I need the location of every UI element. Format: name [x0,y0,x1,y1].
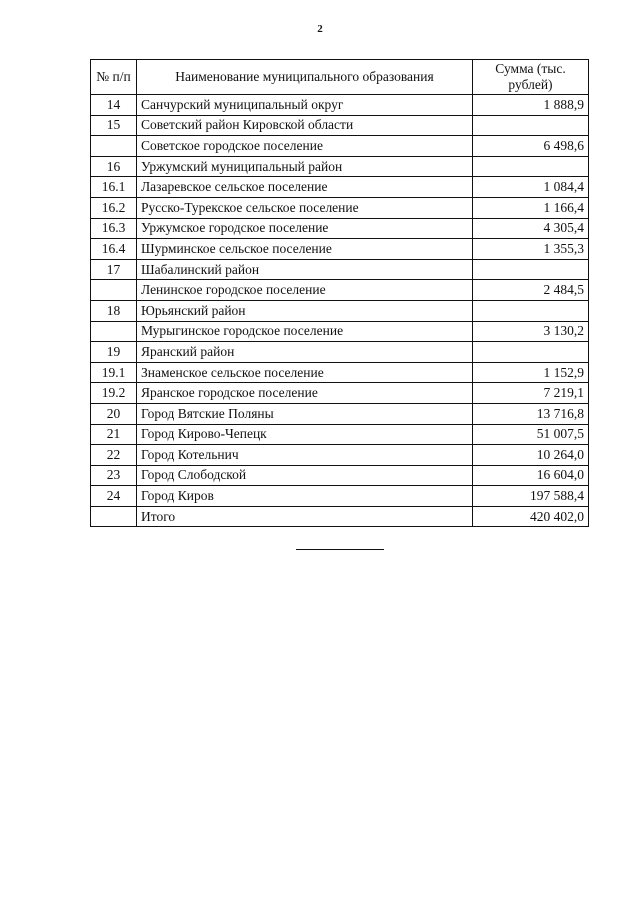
cell-sum: 51 007,5 [473,424,589,445]
cell-num: 24 [91,486,137,507]
cell-name: Мурыгинское городское поселение [137,321,473,342]
table-row [91,197,589,218]
cell-num: 17 [91,259,137,280]
cell-num: 15 [91,115,137,136]
page-number: 2 [317,23,323,35]
table-body [91,95,589,527]
table-row [91,136,589,157]
table-row [91,259,589,280]
cell-num: 20 [91,403,137,424]
cell-name: Город Кирово-Чепецк [137,424,473,445]
cell-name: Уржумский муниципальный район [137,156,473,177]
cell-sum [473,115,589,136]
cell-num [91,136,137,157]
cell-num [91,280,137,301]
cell-num: 14 [91,95,137,116]
cell-name: Город Вятские Поляны [137,403,473,424]
cell-num: 19 [91,342,137,363]
cell-sum: 1 166,4 [473,197,589,218]
cell-name: Ленинское городское поселение [137,280,473,301]
table-row [91,280,589,301]
table-row [91,156,589,177]
cell-sum: 13 716,8 [473,403,589,424]
cell-num: 16.2 [91,197,137,218]
cell-num: 19.2 [91,383,137,404]
cell-sum [473,300,589,321]
cell-sum [473,156,589,177]
table-row [91,342,589,363]
cell-num: 18 [91,300,137,321]
cell-name: Город Слободской [137,465,473,486]
cell-sum: 4 305,4 [473,218,589,239]
cell-name: Город Киров [137,486,473,507]
cell-name: Уржумское городское поселение [137,218,473,239]
cell-name: Юрьянский район [137,300,473,321]
table-row [91,362,589,383]
cell-sum: 6 498,6 [473,136,589,157]
table-row [91,445,589,466]
cell-sum: 3 130,2 [473,321,589,342]
cell-sum [473,259,589,280]
cell-name: Советский район Кировской области [137,115,473,136]
cell-num: 16 [91,156,137,177]
cell-sum: 420 402,0 [473,506,589,527]
cell-sum: 1 084,4 [473,177,589,198]
table-header-row [91,60,589,95]
header-name: Наименование муниципального образования [137,60,473,95]
cell-sum: 197 588,4 [473,486,589,507]
cell-num [91,506,137,527]
table-row [91,95,589,116]
table-row [91,321,589,342]
table-row [91,465,589,486]
cell-name: Шурминское сельское поселение [137,239,473,260]
table-row [91,383,589,404]
header-num: № п/п [91,60,137,95]
cell-num: 16.3 [91,218,137,239]
cell-num: 19.1 [91,362,137,383]
cell-sum [473,342,589,363]
table-row [91,177,589,198]
table-row [91,403,589,424]
cell-name: Советское городское поселение [137,136,473,157]
table-row [91,115,589,136]
cell-sum: 2 484,5 [473,280,589,301]
cell-sum: 1 152,9 [473,362,589,383]
table-row [91,300,589,321]
cell-num [91,321,137,342]
table-row [91,506,589,527]
cell-num: 23 [91,465,137,486]
cell-name: Русско-Турекское сельское поселение [137,197,473,218]
closing-rule [296,549,384,550]
cell-num: 16.1 [91,177,137,198]
cell-name: Шабалинский район [137,259,473,280]
table-row [91,239,589,260]
cell-name: Знаменское сельское поселение [137,362,473,383]
cell-sum: 1 888,9 [473,95,589,116]
cell-num: 16.4 [91,239,137,260]
table-row [91,218,589,239]
cell-sum: 1 355,3 [473,239,589,260]
cell-name: Итого [137,506,473,527]
cell-name: Яранское городское поселение [137,383,473,404]
cell-name: Санчурский муниципальный округ [137,95,473,116]
table-row [91,424,589,445]
cell-sum: 10 264,0 [473,445,589,466]
cell-sum: 7 219,1 [473,383,589,404]
cell-sum: 16 604,0 [473,465,589,486]
cell-name: Яранский район [137,342,473,363]
cell-name: Лазаревское сельское поселение [137,177,473,198]
cell-name: Город Котельнич [137,445,473,466]
budget-table [90,59,589,527]
table-row [91,486,589,507]
cell-num: 21 [91,424,137,445]
cell-num: 22 [91,445,137,466]
header-sum: Сумма (тыс. рублей) [473,60,589,95]
